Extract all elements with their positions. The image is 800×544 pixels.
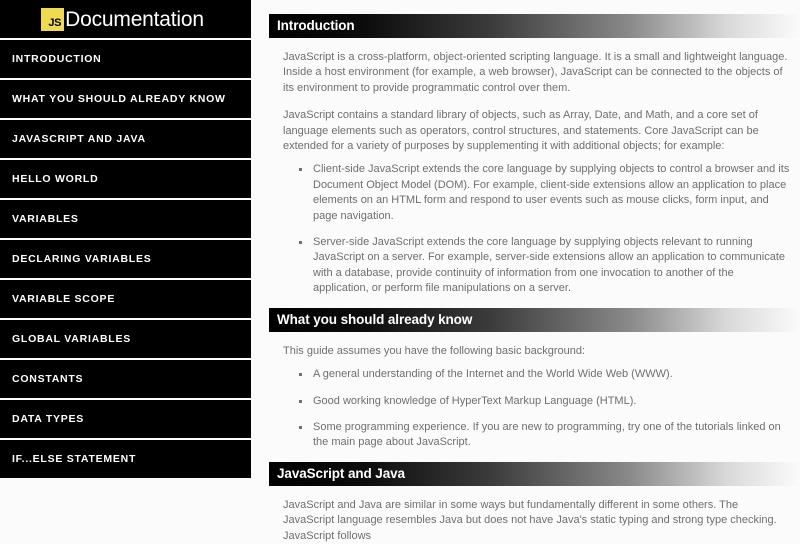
paragraph: JavaScript is a cross-platform, object-oriented scripting language. It is a small and lightweight language. Inside a host environment (for example, a web browser), JavaScript can be connected to the objects of its environment to provide programmatic control over them. xyxy=(283,51,788,94)
sidebar-item-javascript-and-java[interactable]: JAVASCRIPT AND JAVA xyxy=(0,120,251,158)
javascript-logo-icon: JS xyxy=(41,8,64,31)
content-section xyxy=(269,14,800,297)
list-item: Server-side JavaScript extends the core language by supplying objects relevant to running JavaScript on a server. For example, server-side extensions allow an application to communicate with a database, provide continuity of information from one invocation to another of the application, or perform file manipulations on a server. xyxy=(313,235,790,297)
section-heading: What you should already know xyxy=(269,308,800,332)
content-section xyxy=(269,462,800,544)
sidebar-item-what-you-should-already-know[interactable]: WHAT YOU SHOULD ALREADY KNOW xyxy=(0,80,251,118)
sidebar-item-declaring-variables[interactable]: DECLARING VARIABLES xyxy=(0,240,251,278)
sidebar-item-hello-world[interactable]: HELLO WORLD xyxy=(0,160,251,198)
list-item: A general understanding of the Internet and the World Wide Web (WWW). xyxy=(313,367,790,382)
sidebar-item-list xyxy=(0,38,251,478)
sidebar-item-if-else-statement[interactable]: IF...ELSE STATEMENT xyxy=(0,440,251,478)
bullet-list xyxy=(269,162,790,296)
sidebar-item-global-variables[interactable]: GLOBAL VARIABLES xyxy=(0,320,251,358)
content-section xyxy=(269,308,800,451)
list-item: Good working knowledge of HyperText Markup Language (HTML). xyxy=(313,394,790,409)
sidebar-item-constants[interactable]: CONSTANTS xyxy=(0,360,251,398)
brand-header xyxy=(0,0,251,38)
paragraph: JavaScript and Java are similar in some ways but fundamentally different in some others. The JavaScript language resembles Java but does not have Java's static typing and strong type checking. JavaScript follows xyxy=(283,498,777,542)
sidebar-item-variables[interactable]: VARIABLES xyxy=(0,200,251,238)
sidebar-item-variable-scope[interactable]: VARIABLE SCOPE xyxy=(0,280,251,318)
bullet-list xyxy=(269,367,790,451)
section-heading: Introduction xyxy=(269,14,800,38)
list-item: Client-side JavaScript extends the core language by supplying objects to control a browser and its Document Object Model (DOM). For example, client-side extensions allow an application to place elements on an HTML form and respond to user events such as mouse clicks, form input, and page navigation. xyxy=(313,162,790,224)
sidebar-item-introduction[interactable]: INTRODUCTION xyxy=(0,40,251,78)
sidebar-item-data-types[interactable]: DATA TYPES xyxy=(0,400,251,438)
section-heading: JavaScript and Java xyxy=(269,462,800,486)
main-content xyxy=(251,0,800,542)
section-list xyxy=(269,14,800,544)
paragraph: This guide assumes you have the following basic background: xyxy=(283,344,586,357)
paragraph: JavaScript contains a standard library of objects, such as Array, Date, and Math, and a core set of language elements such as operators, control structures, and statements. Core JavaScript can be extended for a variety of purposes by supplementing it with additional objects; for example: xyxy=(283,109,759,153)
sidebar-navigation xyxy=(0,0,251,465)
list-item: Some programming experience. If you are new to programming, try one of the tutorials linked on the main page about JavaScript. xyxy=(313,420,790,451)
brand-title: Documentation xyxy=(65,7,204,31)
